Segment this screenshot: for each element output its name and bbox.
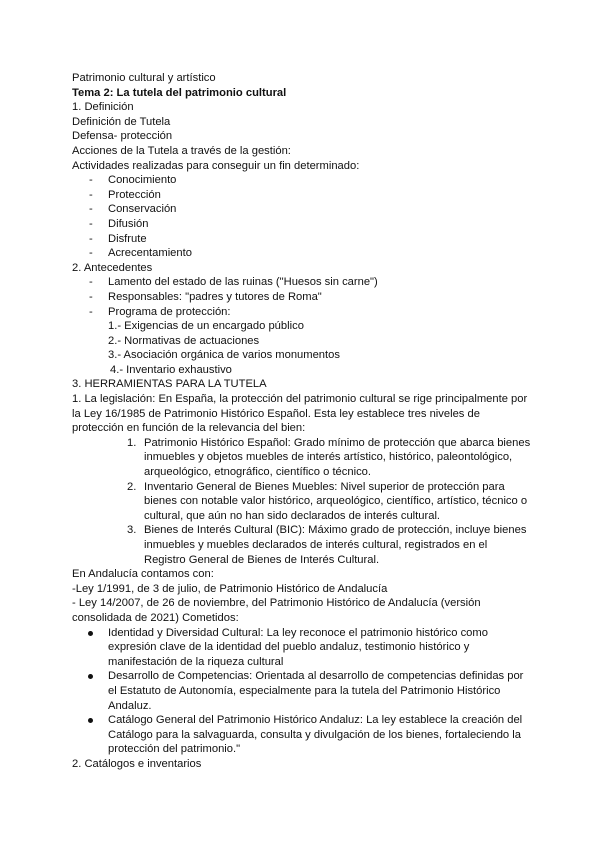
section-2-heading: 2. Antecedentes: [72, 261, 153, 274]
list-item: - Responsables: "padres y tutores de Roma": [89, 290, 322, 303]
list-item: - Lamento del estado de las ruinas ("Huesos sin carne"): [89, 276, 378, 289]
bullet-icon: [88, 631, 93, 636]
list-item: - Conservación: [89, 203, 177, 216]
ley-14-2007: - Ley 14/2007, de 26 de noviembre, del Patrimonio Histórico de Andalucía (versión consolidada de 2021) Cometidos:: [72, 597, 481, 624]
andalucia-intro: En Andalucía contamos con:: [72, 568, 214, 581]
defensa-proteccion: Defensa- protección: [72, 130, 173, 143]
list-item: - Acrecentamiento: [89, 247, 192, 260]
tema-heading: Tema 2: La tutela del patrimonio cultural: [72, 86, 287, 99]
section-3-heading: 3. HERRAMIENTAS PARA LA TUTELA: [72, 378, 267, 391]
actividades-intro: Actividades realizadas para conseguir un fin determinado:: [72, 159, 360, 172]
list-item: Identidad y Diversidad Cultural: La ley reconoce el patrimonio histórico como expresión clave de la identidad del pueblo andaluz, testimonio histórico y manifestación de la riqueza cultural: [72, 626, 532, 670]
catalogos-heading: 2. Catálogos e inventarios: [72, 757, 202, 770]
ley-1-1991: -Ley 1/1991, de 3 de julio, de Patrimonio Histórico de Andalucía: [72, 582, 388, 595]
activities-list: [72, 173, 532, 261]
niveles-list: [72, 436, 532, 567]
list-item: 2. Inventario General de Bienes Muebles: Nivel superior de protección para bienes con notable valor histórico, arqueológico, científico, artístico, técnico o cultural, que aún no han sido declarados de interés cultural.: [127, 480, 528, 522]
list-item: - Difusión: [89, 217, 149, 230]
list-item: 3.- Asociación orgánica de varios monumentos: [108, 349, 340, 362]
list-item: 2.- Normativas de actuaciones: [108, 334, 260, 347]
bullet-icon: [88, 674, 93, 679]
list-item: - Programa de protección:: [89, 305, 231, 318]
definicion-tutela: Definición de Tutela: [72, 115, 171, 128]
list-item: - Disfrute: [89, 232, 147, 245]
section-1-heading: 1. Definición: [72, 101, 134, 114]
document-page: [72, 71, 532, 772]
list-item: - Conocimiento: [89, 174, 177, 187]
bullet-icon: [88, 718, 93, 723]
antecedentes-list: [72, 275, 532, 377]
list-item: - Protección: [89, 188, 161, 201]
list-item: Desarrollo de Competencias: Orientada al desarrollo de competencias definidas por el Estatuto de Autonomía, especialmente para la tutela del Patrimonio Histórico Andaluz.: [72, 669, 532, 713]
list-item: 1.- Exigencias de un encargado público: [108, 320, 304, 333]
list-item: 3. Bienes de Interés Cultural (BIC): Máximo grado de protección, incluye bienes inmuebles y muebles declarados de interés cultural, registrados en el Registro General de Bienes de Interés Cultural.: [127, 524, 527, 566]
subject-title: Patrimonio cultural y artístico: [72, 72, 216, 84]
list-item: 4.- Inventario exhaustivo: [110, 363, 232, 376]
cometidos-list: [72, 626, 532, 757]
legislacion-paragraph: 1. La legislación: En España, la protección del patrimonio cultural se rige principalmente por la Ley 16/1985 de Patrimonio Histórico Español. Esta ley establece tres niveles de protección en función de la relevancia del bien:: [72, 393, 528, 435]
list-item: 1. Patrimonio Histórico Español: Grado mínimo de protección que abarca bienes inmuebles y objetos muebles de interés artístico, histórico, paleontológico, arqueológico, etnográfico, científico o técnico.: [127, 436, 531, 479]
list-item: Catálogo General del Patrimonio Histórico Andaluz: La ley establece la creación del Catálogo para la salvaguarda, consulta y divulgación de los bienes, fortaleciendo la protección del patrimonio.": [72, 713, 532, 757]
acciones-tutela: Acciones de la Tutela a través de la gestión:: [72, 144, 291, 157]
